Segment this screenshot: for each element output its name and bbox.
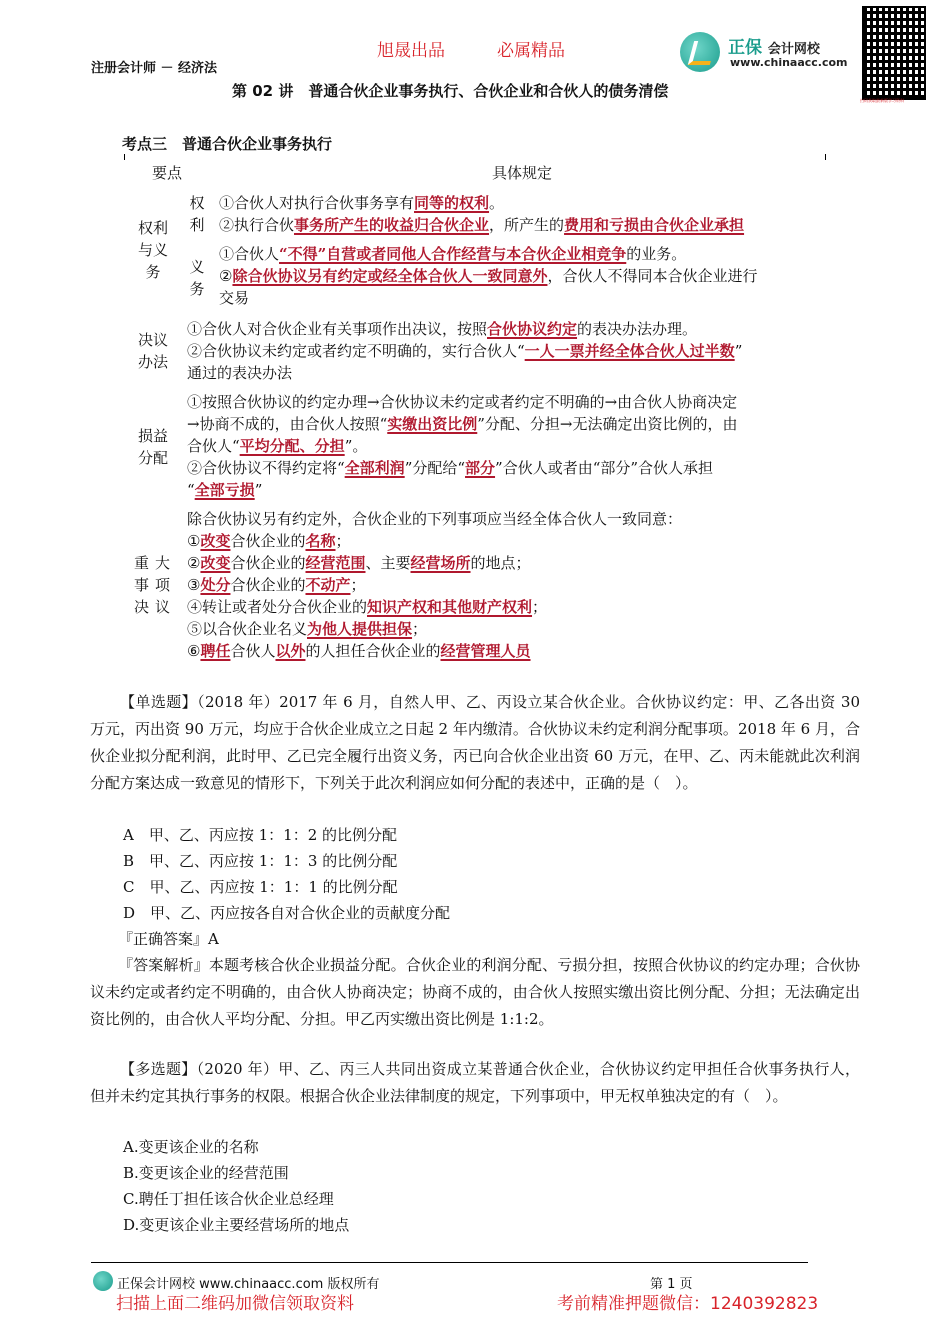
obligation-line-3: 交易	[219, 289, 250, 307]
profit-line-5: “全部亏损”	[187, 481, 263, 499]
page-number: 第 1 页	[650, 1277, 693, 1292]
table-mark	[825, 154, 826, 160]
q2-option-a: A.变更该企业的名称	[123, 1138, 259, 1156]
obligation-line-1: ①合伙人“不得”自营或者同他人合作经营与本合伙企业相竞争的业务。	[219, 245, 687, 263]
row-label-vote: 决议办法	[137, 331, 168, 371]
row-label-profit: 损益分配	[137, 427, 168, 467]
obligation-line-2: ②除合伙协议另有约定或经全体合伙人一致同意外，合伙人不得同本合伙企业进行	[219, 267, 758, 285]
section-title: 考点三 普通合伙企业事务执行	[122, 135, 333, 153]
major-item-6: ⑥聘任合伙人以外的人担任合伙企业的经营管理人员	[187, 642, 531, 660]
major-item-4: ④转让或者处分合伙企业的知识产权和其他财产权利；	[187, 598, 548, 616]
table-mark	[124, 154, 125, 160]
major-item-2: ②改变合伙企业的经营范围、主要经营场所的地点；	[187, 554, 531, 572]
rights-line-1: ①合伙人对执行合伙事务享有同等的权利。	[219, 194, 505, 212]
promo-right: 考前精准押题微信：1240392823	[557, 1294, 819, 1314]
vote-line-2: ②合伙协议未约定或者约定不明确的，实行合伙人“一人一票并经全体合伙人过半数”	[187, 342, 743, 360]
vote-line-1: ①合伙人对合伙企业有关事项作出决议，按照合伙协议约定的表决办法办理。	[187, 320, 698, 338]
sub-label-obligations: 义务	[189, 258, 205, 298]
qr-caption: 扫码获取最新版学习资料	[860, 98, 904, 103]
qr-code-icon	[862, 6, 926, 100]
sub-label-rights: 权利	[189, 194, 205, 234]
promo-left: 扫描上面二维码加微信领取资料	[116, 1294, 354, 1314]
q1-option-b: B 甲、乙、丙应按 1：1：3 的比例分配	[123, 852, 398, 870]
q2-stem: 【多选题】（2020 年）甲、乙、丙三人共同出资成立某普通合伙企业，合伙协议约定甲担任合伙事务执行人，但并未约定其执行事务的权限。根据合伙企业法律制度的规定，下列事项中，甲无权单独决定的有（ ）。	[90, 1060, 860, 1105]
lecture-title: 第 02 讲 普通合伙企业事务执行、合伙企业和合伙人的债务清偿	[232, 82, 669, 100]
q2-option-b: B.变更该企业的经营范围	[123, 1164, 289, 1182]
footer-divider	[91, 1262, 808, 1263]
row-label-major: 重大事项决议	[133, 554, 176, 616]
q1-option-a: A 甲、乙、丙应按 1：1：2 的比例分配	[123, 826, 398, 844]
q1-option-d: D 甲、乙、丙应按各自对合伙企业的贡献度分配	[123, 904, 451, 922]
vote-line-3: 通过的表决办法	[187, 364, 293, 382]
q2-option-c: C.聘任丁担任该合伙企业总经理	[123, 1190, 334, 1208]
major-intro: 除合伙协议另有约定外，合伙企业的下列事项应当经全体合伙人一致同意：	[187, 510, 683, 528]
col-header-key: 要点	[152, 164, 183, 182]
footer-copyright: 正保会计网校 www.chinaacc.com 版权所有	[117, 1277, 380, 1292]
major-item-3: ③处分合伙企业的不动产；	[187, 576, 366, 594]
logo-url: www.chinaacc.com	[730, 56, 848, 69]
profit-line-4: ②合伙协议不得约定将“全部利润”分配给“部分”合伙人或者由“部分”合伙人承担	[187, 459, 714, 477]
rights-line-2: ②执行合伙事务所产生的收益归合伙企业，所产生的费用和亏损由合伙企业承担	[219, 216, 745, 234]
logo-icon	[680, 32, 720, 72]
q1-analysis: 『答案解析』本题考核合伙企业损益分配。合伙企业的利润分配、亏损分担，按照合伙协议的约定办理；合伙协议未约定或者约定不明确的，由合伙人协商决定；协商不成的，由合伙人按照实缴出资比例分配、分担；无法确定出资比例的，由合伙人平均分配、分担。甲乙丙实缴出资比例是 1:1:2。	[90, 956, 860, 1028]
major-item-5: ⑤以合伙企业名义为他人提供担保；	[187, 620, 428, 638]
course-title: 注册会计师 － 经济法	[91, 61, 218, 76]
logo-name: 正保 会计网校	[728, 38, 820, 58]
col-header-rule: 具体规定	[492, 164, 553, 182]
row-label-rights: 权利与义务	[137, 219, 168, 281]
banner-left: 旭晟出品	[377, 41, 445, 61]
footer-logo-icon	[93, 1271, 113, 1291]
profit-line-1: ①按照合伙协议的约定办理→合伙协议未约定或者约定不明确的→由合伙人协商决定	[187, 393, 738, 411]
profit-line-3: 合伙人“平均分配、分担”。	[187, 437, 368, 455]
banner-right: 必属精品	[497, 41, 565, 61]
q1-answer: 『正确答案』A	[118, 930, 219, 948]
major-item-1: ①改变合伙企业的名称；	[187, 532, 351, 550]
q1-option-c: C 甲、乙、丙应按 1：1：1 的比例分配	[123, 878, 398, 896]
profit-line-2: →协商不成的，由合伙人按照“实缴出资比例”分配、分担→无法确定出资比例的，由	[187, 415, 738, 433]
q2-option-d: D.变更该企业主要经营场所的地点	[123, 1216, 350, 1234]
q1-stem: 【单选题】（2018 年）2017 年 6 月，自然人甲、乙、丙设立某合伙企业。合伙协议约定：甲、乙各出资 30 万元，丙出资 90 万元，均应于合伙企业成立之日起 2 年内缴清。合伙协议未约定利润分配事项。2018 年 6 月，合伙企业拟分配利润，此时甲、乙已完全履行出资义务，丙已向合伙企业出资 60 万元，在甲、乙、丙未能就此次利润分配方案达成一致意见的情形下，下列关于此次利润应如何分配的表述中，正确的是（ ）。	[90, 693, 860, 792]
